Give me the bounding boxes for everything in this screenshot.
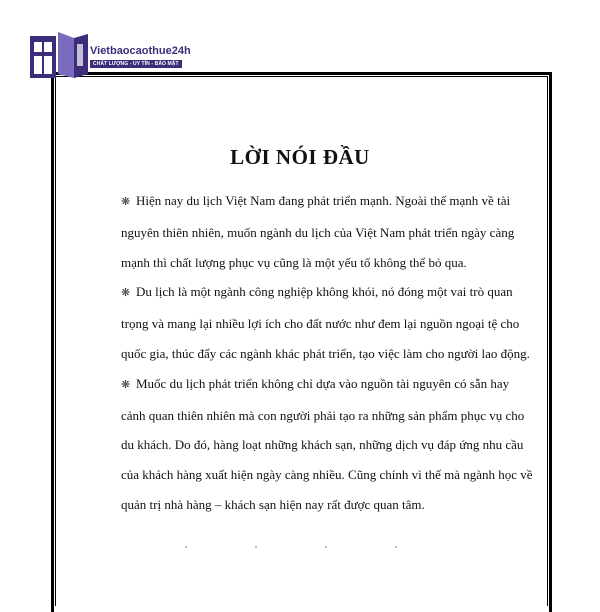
- document-body: [121, 186, 536, 520]
- paragraph-1: [121, 186, 536, 277]
- paragraph-text: Du lịch là một ngành công nghiệp không khói, nó đóng một vai trò quan trọng và mang lại nhiều lợi ích cho đất nước như đem lại nguồn ngoại tệ cho quốc gia, thúc đẩy các ngành khác phát triển, tạo việc làm cho người lao động.: [121, 284, 530, 361]
- snowflake-bullet-icon: ❋: [121, 196, 131, 208]
- paragraph-text: Muốc du lịch phát triển không chỉ dựa vào nguồn tài nguyên có sẵn hay cảnh quan thiên nhiên mà con người phải tạo ra những sản phẩm phục vụ cho du khách. Do đó, hàng loạt những khách sạn, những dịch vụ đáp ứng nhu cầu của khách hàng xuất hiện ngày càng nhiều. Cũng chính vì thế mà ngành học về quản trị nhà hàng – khách sạn hiện nay rất được quan tâm.: [121, 375, 533, 512]
- logo-tagline: CHẤT LƯỢNG - UY TÍN - BẢO MẬT: [90, 60, 182, 68]
- paragraph-3: [121, 369, 536, 520]
- document-title: LỜI NÓI ĐẦU: [230, 145, 370, 169]
- paragraph-text: Hiện nay du lịch Việt Nam đang phát triển mạnh. Ngoài thế mạnh về tài nguyên thiên nhiên, muốn ngành du lịch của Việt Nam phát triển ngày càng mạnh thì chất lượng phục vụ cũng là một yếu tố không thể bỏ qua.: [121, 193, 515, 270]
- logo-name: Vietbaocaothue24h: [90, 45, 191, 57]
- bookshelf-icon: [30, 30, 90, 78]
- snowflake-bullet-icon: ❋: [121, 287, 131, 300]
- site-logo[interactable]: [30, 30, 191, 78]
- faded-text-line: [185, 546, 445, 548]
- paragraph-2: [121, 277, 536, 368]
- snowflake-bullet-icon: ❋: [121, 378, 131, 391]
